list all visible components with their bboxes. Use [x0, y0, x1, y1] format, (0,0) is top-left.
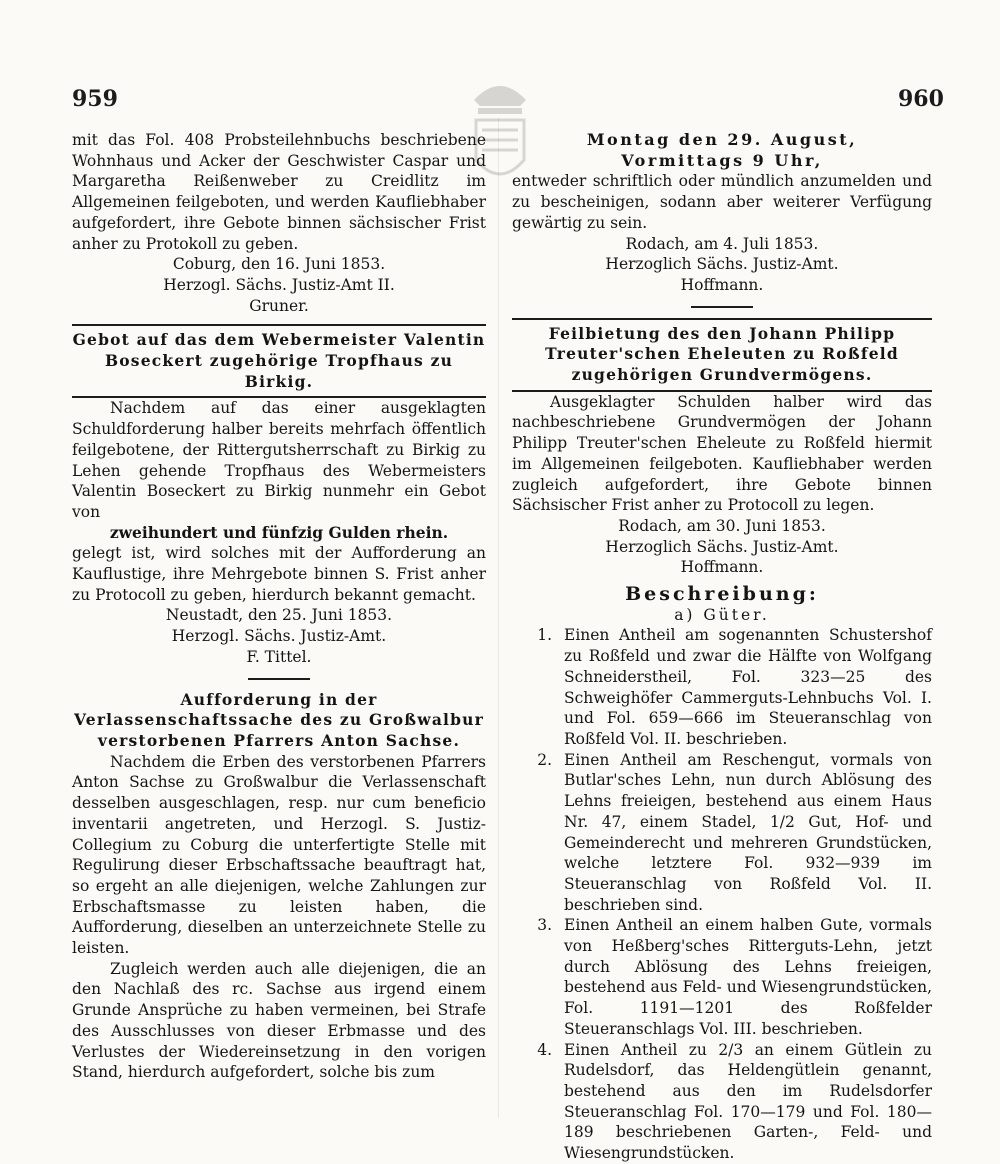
hearing-time: Vormittags 9 Uhr,	[621, 150, 823, 170]
notice-place-date: Neustadt, den 25. Juni 1853.	[165, 606, 393, 625]
page-gutter	[498, 118, 499, 1118]
hearing-date: Montag den 29. August,	[586, 130, 858, 149]
item-text: Einen Antheil zu 2/3 an einem Gütlein zu Rudelsdorf, das Heldengütlein genannt, bestehend aus den im Rudelsdorfer Steueranschlag Fol. 170—179 und Fol. 180—189 beschriebenen Garten-, Feld- und Wiesengrundstücken.	[564, 1040, 932, 1163]
notice-office: Herzogl. Sächs. Justiz-Amt.	[171, 627, 387, 646]
notice-title-box	[72, 324, 486, 398]
section-divider	[248, 678, 310, 680]
item-number: 4.	[537, 1040, 552, 1059]
item-number: 3.	[537, 916, 552, 935]
notice-body: Zugleich werden auch alle diejenigen, die an den Nachlaß des rc. Sachse aus irgend einem Grunde Ansprüche zu haben vermeinen, bei Strafe des Ausschlusses von dieser Erbmasse und des Verlustes der Wiedereinsetzung in den vorigen Stand, hierdurch aufgefordert, solche bis zum	[72, 959, 486, 1082]
notice-amount: zweihundert und fünfzig Gulden rhein.	[109, 522, 449, 542]
notice-title: Aufforderung in der Verlassenschaftssache des zu Großwalbur verstorbenen Pfarrers Anton Sachse.	[73, 689, 485, 750]
list-item	[512, 1040, 932, 1164]
notice-office: Herzoglich Sächs. Justiz-Amt.	[605, 255, 839, 274]
description-heading: Beschreibung:	[625, 583, 819, 606]
left-column	[72, 130, 486, 1083]
notice-office: Herzogl. Sächs. Justiz-Amt II.	[163, 275, 395, 294]
right-page-number: 960	[898, 86, 944, 112]
list-item	[512, 750, 932, 916]
description-subheading: a) Güter.	[674, 605, 770, 624]
notice-body: entweder schriftlich oder mündlich anzumelden und zu bescheinigen, sodann aber weiterer Verfügung gewärtig zu sein.	[512, 172, 932, 232]
notice-title: Gebot auf das dem Webermeister Valentin Boseckert zugehörige Tropfhaus zu Birkig.	[72, 330, 486, 391]
notice-signature: Hoffmann.	[680, 275, 764, 294]
item-text: Einen Antheil am sogenannten Schustershof zu Roßfeld und zwar die Hälfte von Wolfgang Schneiderstheil, Fol. 323—25 des Schweighöfer Cammerguts-Lehnbuchs Vol. I. und Fol. 659—666 im Steueranschlag von Roßfeld Vol. II. beschrieben.	[564, 626, 932, 748]
notice-signature: F. Tittel.	[246, 647, 312, 666]
right-column	[512, 130, 932, 1164]
notice-office: Herzoglich Sächs. Justiz-Amt.	[605, 537, 839, 556]
left-page-number: 959	[72, 86, 118, 112]
item-number: 1.	[537, 626, 552, 645]
notice-signature: Gruner.	[249, 296, 309, 315]
notice-body: Nachdem auf das einer ausgeklagten Schuldforderung halber bereits mehrfach öffentlich feilgebotene, der Rittergutsherrschaft zu Birkig zu Lehen gehende Tropfhaus des Webermeisters Valentin Boseckert zu Birkig nunmehr ein Gebot von	[72, 399, 486, 521]
notice-body: gelegt ist, wird solches mit der Aufforderung an Kauflustige, ihre Mehrgebote binnen S. Frist anher zu Protocoll zu geben, hierdurch bekannt gemacht.	[72, 544, 486, 604]
notice-place-date: Coburg, den 16. Juni 1853.	[172, 255, 386, 274]
list-item	[512, 915, 932, 1039]
notice-body: mit das Fol. 408 Probsteilehnbuchs beschriebene Wohnhaus und Acker der Geschwister Caspar und Margaretha Reißenweber zu Creidlitz im Allgemeinen feilgeboten, und werden Kaufliebhaber aufgefordert, ihre Gebote binnen sächsischer Frist anher zu Protokoll zu geben.	[72, 131, 486, 253]
item-text: Einen Antheil an einem halben Gute, vormals von Heßberg'sches Ritterguts-Lehn, jetzt durch Ablösung des Lehns freieigen, bestehend aus Feld- und Wiesengrundstücken, Fol. 1191—1201 des Roßfelder Steueranschlags Vol. III. beschrieben.	[564, 916, 932, 1038]
item-number: 2.	[537, 750, 552, 769]
notice-body: Nachdem die Erben des verstorbenen Pfarrers Anton Sachse zu Großwalbur die Verlassenschaft desselben ausgeschlagen, resp. nur cum beneficio inventarii angetreten, und Herzogl. S. Justiz-Collegium zu Coburg die unterfertigte Stelle mit Regulirung dieser Erbschaftssache beauftragt hat, so ergeht an alle diejenigen, welche Zahlungen zur Erbschaftsmasse zu leisten haben, die Aufforderung, dieselben an unterzeichnete Stelle zu leisten.	[72, 752, 486, 958]
list-item	[512, 625, 932, 749]
notice-title-box	[512, 318, 932, 392]
notice-body: Ausgeklagter Schulden halber wird das nachbeschriebene Grundvermögen der Johann Philipp Treuter'schen Eheleute zu Roßfeld hiermit im Allgemeinen feilgeboten. Kaufliebhaber werden zugleich aufgefordert, ihre Gebote binnen Sächsischer Frist anher zu Protocoll zu legen.	[512, 392, 932, 515]
item-text: Einen Antheil am Reschengut, vormals von Butlar'sches Lehn, nun durch Ablösung des Lehns freieigen, bestehend aus einem Haus Nr. 47, einem Stadel, 1/2 Gut, Hof- und Gemeinderecht und mehreren Grundstücken, welche letztere Fol. 932—939 im Steueranschlag von Roßfeld Vol. II. beschrieben sind.	[564, 750, 932, 914]
section-divider	[691, 306, 753, 308]
notice-signature: Hoffmann.	[680, 558, 764, 577]
notice-title: Feilbietung des den Johann Philipp Treuter'schen Eheleuten zu Roßfeld zugehörigen Grundvermögens.	[545, 323, 899, 385]
notice-place-date: Rodach, am 4. Juli 1853.	[625, 234, 819, 253]
notice-place-date: Rodach, am 30. Juni 1853.	[618, 516, 826, 535]
